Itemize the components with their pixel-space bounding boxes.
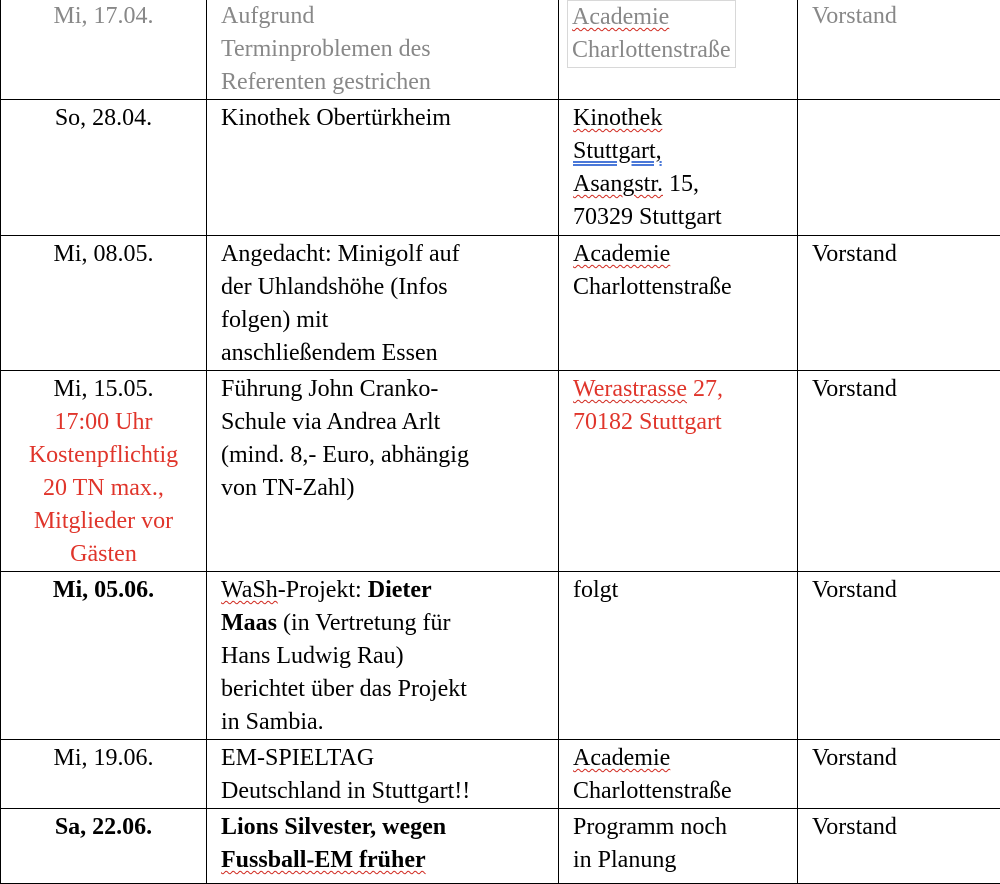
date-cell [1, 572, 207, 740]
date-note: Gästen [7, 538, 200, 571]
event-line: berichtet über das Projekt [221, 673, 550, 706]
event-cell [207, 572, 559, 740]
location-cell [559, 809, 798, 884]
host-text: Vorstand [812, 376, 897, 402]
location-line: 27, [693, 376, 723, 402]
location-line: Asangstr. [573, 171, 663, 197]
event-text: WaSh [221, 577, 278, 603]
event-line: in Sambia. [221, 706, 550, 739]
host-cell [798, 371, 1000, 572]
location-line: Charlottenstraße [572, 34, 731, 67]
speaker-name: Dieter [368, 577, 432, 603]
date-text: Sa, 22.06. [55, 814, 152, 840]
location-line: 15, [669, 171, 699, 197]
event-line: Angedacht: Minigolf auf [221, 238, 550, 271]
event-line: EM-SPIELTAG [221, 742, 550, 775]
host-text: Vorstand [812, 241, 897, 267]
host-text: Vorstand [812, 3, 897, 29]
host-cell [798, 572, 1000, 740]
location-cell [559, 100, 798, 236]
event-cell [207, 371, 559, 572]
location-line: Academie [573, 742, 789, 775]
location-cell [559, 0, 798, 100]
location-box [567, 0, 736, 68]
location-line: Charlottenstraße [573, 775, 789, 808]
event-line: Deutschland in Stuttgart!! [221, 775, 550, 808]
location-cell [559, 572, 798, 740]
table-row [1, 0, 1000, 100]
table-row [1, 100, 1000, 236]
location-line: Werastrasse [573, 376, 687, 402]
table-row [1, 572, 1000, 740]
event-text: -Projekt: [278, 577, 368, 603]
event-line: Lions Silvester, wegen [221, 811, 550, 844]
event-cell [207, 740, 559, 809]
date-cell [1, 809, 207, 884]
location-line: folgt [573, 574, 789, 607]
table-row [1, 236, 1000, 371]
host-text: Vorstand [812, 577, 897, 603]
date-cell [1, 236, 207, 371]
date-note: Mitglieder vor [7, 505, 200, 538]
date-note: 20 TN max., [7, 472, 200, 505]
date-cell [1, 100, 207, 236]
table-row [1, 740, 1000, 809]
location-cell [559, 236, 798, 371]
host-cell [798, 236, 1000, 371]
event-cell [207, 100, 559, 236]
host-cell [798, 740, 1000, 809]
location-line: Academie [572, 1, 731, 34]
date-text: So, 28.04. [55, 105, 152, 131]
host-text: Vorstand [812, 745, 897, 771]
location-line: in Planung [573, 844, 789, 877]
location-line: Academie [573, 238, 789, 271]
host-text: Vorstand [812, 814, 897, 840]
location-line: 70182 Stuttgart [573, 406, 789, 439]
host-cell [798, 809, 1000, 884]
event-text: (in Vertretung für [277, 610, 451, 636]
date-text: Mi, 08.05. [53, 241, 153, 267]
date-text: Mi, 15.05. [7, 373, 200, 406]
date-text: Mi, 19.06. [53, 745, 153, 771]
date-text: Mi, 17.04. [53, 3, 153, 29]
event-line: von TN-Zahl) [221, 472, 550, 505]
table-row [1, 371, 1000, 572]
speaker-name: Maas [221, 610, 277, 636]
event-line: folgen) mit [221, 304, 550, 337]
location-cell [559, 371, 798, 572]
event-cell [207, 809, 559, 884]
event-line: Aufgrund [221, 0, 550, 33]
event-line: Fussball-EM früher [221, 844, 550, 877]
event-cell [207, 0, 559, 100]
event-line: Terminproblemen des [221, 33, 550, 66]
date-note: Kostenpflichtig [7, 439, 200, 472]
location-line: Kinothek [573, 102, 789, 135]
location-line: Charlottenstraße [573, 271, 789, 304]
event-line: Hans Ludwig Rau) [221, 640, 550, 673]
date-cell [1, 740, 207, 809]
date-cell [1, 371, 207, 572]
location-line: Programm noch [573, 811, 789, 844]
event-cell [207, 236, 559, 371]
event-line: Referenten gestrichen [221, 66, 550, 99]
event-line: der Uhlandshöhe (Infos [221, 271, 550, 304]
event-line: anschließendem Essen [221, 337, 550, 370]
date-cell [1, 0, 207, 100]
host-cell [798, 100, 1000, 236]
event-line: Schule via Andrea Arlt [221, 406, 550, 439]
host-cell [798, 0, 1000, 100]
event-line: Kinothek Obertürkheim [221, 102, 550, 135]
location-cell [559, 740, 798, 809]
date-note: 17:00 Uhr [7, 406, 200, 439]
event-line: (mind. 8,- Euro, abhängig [221, 439, 550, 472]
event-line: Führung John Cranko- [221, 373, 550, 406]
location-line: 70329 Stuttgart [573, 201, 789, 234]
location-line: Stuttgart, [573, 138, 662, 164]
table-row [1, 809, 1000, 884]
date-text: Mi, 05.06. [53, 577, 154, 603]
